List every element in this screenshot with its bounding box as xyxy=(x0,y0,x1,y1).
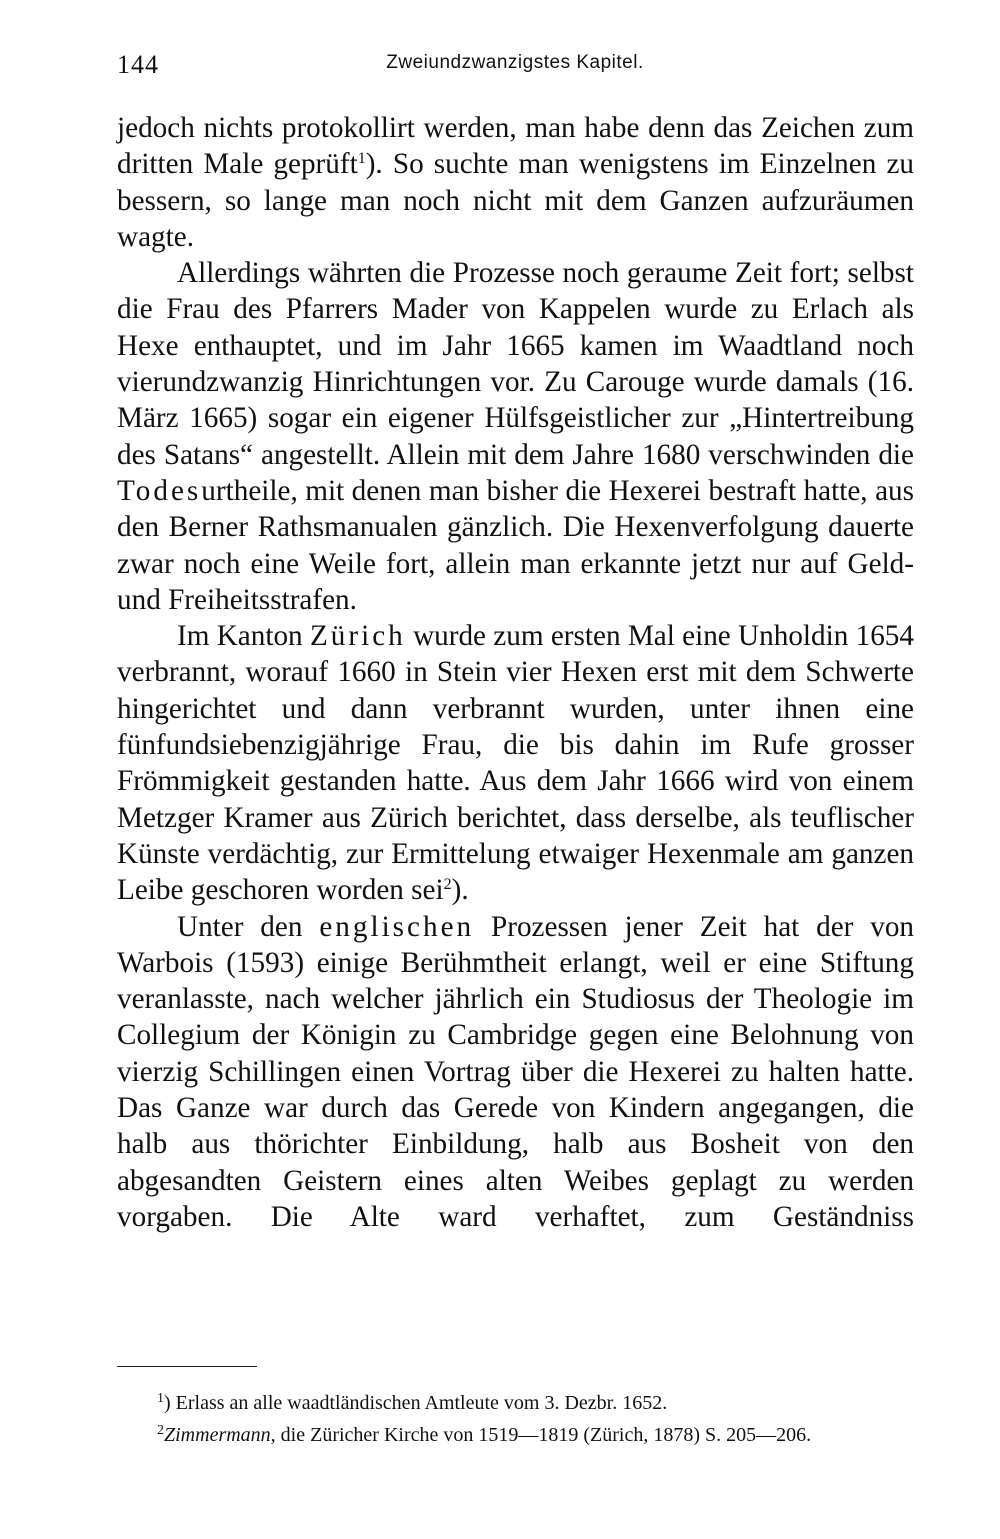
page-number: 144 xyxy=(117,50,159,79)
paragraph-3 xyxy=(117,618,914,908)
paragraph-text: jedoch nichts protokollirt werden, man habe denn das Zeichen zum dritten Male geprüft xyxy=(117,112,914,181)
paragraph-text: wurde zum ersten Mal eine Unholdin 1654 verbrannt, worauf 1660 in Stein vier Hexen erst mit dem Schwerte hingerichtet und dann verbrannt wurden, unter ihnen eine fünfundsiebenzigjährige Frau, die bis dahin im Rufe grosser Frömmigkeit gestanden hatte. Aus dem Jahr 1666 wird von einem Metzger Kramer aus Zürich berichtet, dass derselbe, als teuflischer Künste verdächtig, zur Ermittelung etwaiger Hexenmale am ganzen Leibe geschoren worden sei xyxy=(117,620,914,907)
paragraph-text: urtheile, mit denen man bisher die Hexerei bestraft hatte, aus den Berner Rathsmanualen gänzlich. Die Hexenverfolgung dauerte zwar noch eine Weile fort, allein man erkannte jetzt nur auf Geld- und Freiheitsstrafen. xyxy=(117,474,914,616)
footnote-mark: 1 xyxy=(157,1391,164,1406)
footnote-reference: 2 xyxy=(443,876,452,894)
paragraph-text: ). xyxy=(451,874,469,907)
footnote-text: ) Erlass an alle waadtländischen Amtleute vom 3. Dezbr. 1652. xyxy=(164,1392,668,1414)
running-title: Zweiundzwanzigstes Kapitel. xyxy=(386,52,644,73)
footnotes xyxy=(117,1387,911,1451)
paragraph-2 xyxy=(117,255,914,618)
paragraph-text: ). So suchte man wenigstens im Einzelnen zu bessern, so lange man noch nicht mit dem Ganzen aufzuräumen wagte. xyxy=(117,148,914,253)
footnote-1 xyxy=(117,1387,911,1419)
paragraph-1 xyxy=(117,110,914,255)
footnote-text: die Züricher Kirche von 1519—1819 (Zürich, 1878) S. 205—206. xyxy=(275,1424,812,1446)
emphasized-word: Zürich xyxy=(309,620,406,653)
page-header xyxy=(117,50,913,84)
emphasized-word: englischen xyxy=(319,910,475,943)
paragraph-text: Prozessen jener Zeit hat der von Warbois (1593) einige Berühmtheit erlangt, weil er eine Stiftung veranlasste, nach welcher jährlich ein Studiosus der Theologie im Collegium der Königin zu Cambridge gegen eine Belohnung von vierzig Schillingen einen Vortrag über die Hexerei zu halten hatte. Das Ganze war durch das Gerede von Kindern angegangen, die halb aus thörichter Einbildung, halb aus Bosheit von den abgesandten Geistern eines alten Weibes geplagt zu werden vorgaben. Die Alte ward verhaftet, zum Geständniss xyxy=(117,910,915,1233)
footnote-author: Zimmermann, xyxy=(164,1424,276,1446)
paragraph-text: Allerdings währten die Prozesse noch geraume Zeit fort; selbst die Frau des Pfarrers Mader von Kappelen wurde zu Erlach als Hexe enthauptet, und im Jahr 1665 kamen im Waadtland noch vierundzwanzig Hinrichtungen vor. Zu Carouge wurde damals (16. März 1665) sogar ein eigener Hülfsgeistlicher zur „Hintertreibung des Satans“ angestellt. Allein mit dem Jahre 1680 verschwinden die xyxy=(117,257,914,471)
footnote-mark: 2 xyxy=(157,1423,164,1438)
footnote-2 xyxy=(117,1419,911,1451)
footnote-divider xyxy=(117,1366,257,1367)
paragraph-text: Unter den xyxy=(177,910,320,943)
footnote-reference: 1 xyxy=(357,150,366,168)
body-text xyxy=(117,110,914,1235)
paragraph-4 xyxy=(117,909,914,1236)
emphasized-word: Todes xyxy=(117,474,202,507)
paragraph-text: Im Kanton xyxy=(177,620,310,653)
